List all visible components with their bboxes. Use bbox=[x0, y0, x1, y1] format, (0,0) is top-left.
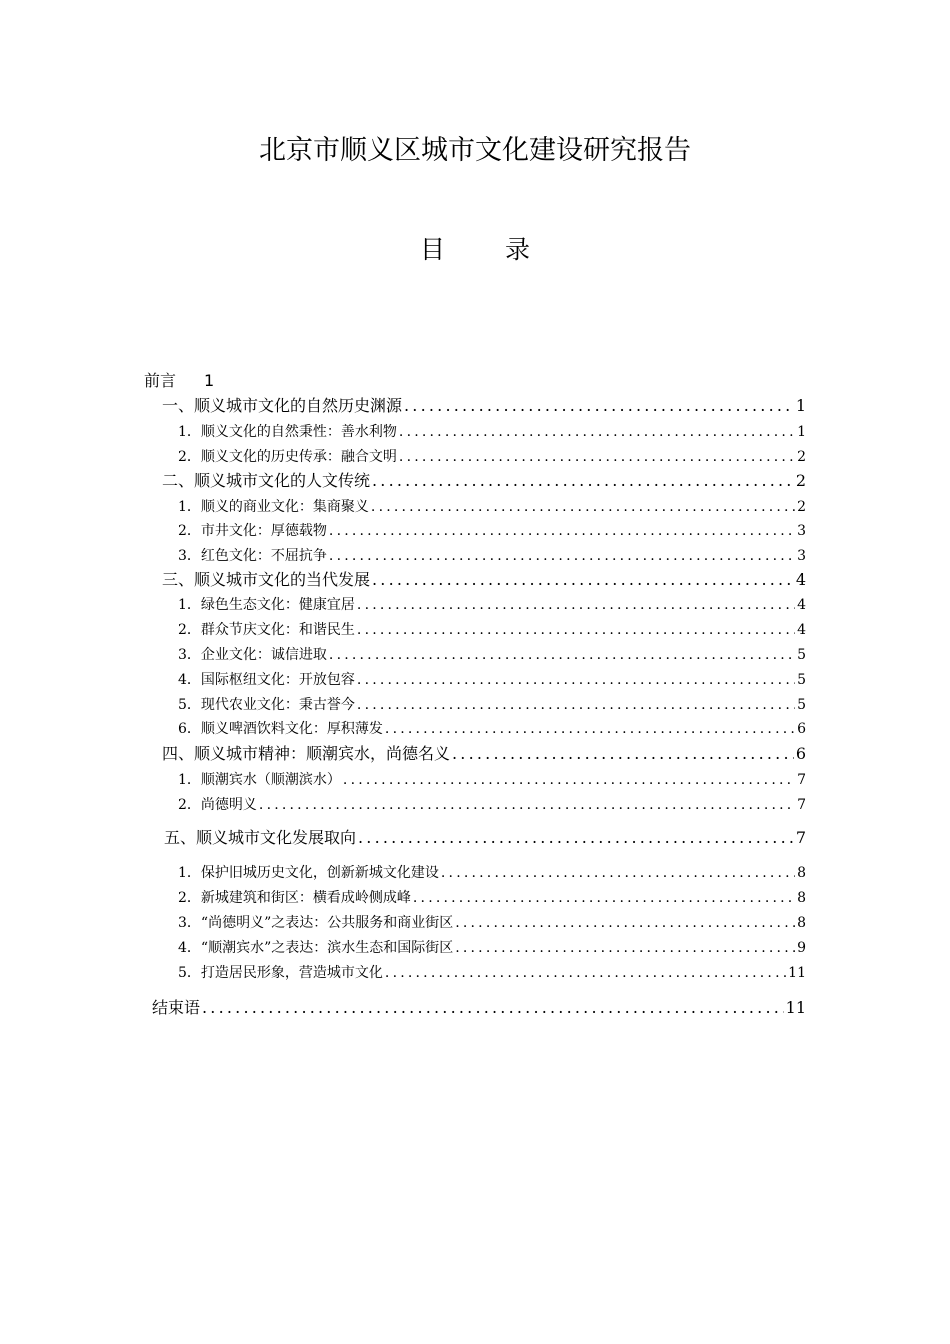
toc-entry-section-4[interactable] bbox=[162, 743, 806, 765]
toc-entry-label: 5．现代农业文化：秉古誉今 bbox=[178, 697, 355, 713]
toc-entry-page: 4 bbox=[795, 570, 806, 589]
toc-entry-label: 1．顺义文化的自然秉性：善水利物 bbox=[178, 424, 397, 440]
toc-entry-2-1[interactable] bbox=[178, 496, 806, 518]
toc-leader bbox=[329, 520, 795, 542]
toc-entry-label: 3．红色文化：不屈抗争 bbox=[178, 548, 327, 564]
toc-entry-label: 4．国际枢纽文化：开放包容 bbox=[178, 672, 355, 688]
toc-entry-page: 6 bbox=[795, 744, 806, 763]
toc-leader bbox=[357, 619, 795, 641]
toc-entry-1-1[interactable] bbox=[178, 421, 806, 443]
toc-leader bbox=[202, 997, 784, 1019]
toc-entry-page: 5 bbox=[797, 647, 806, 663]
toc-entry-page: 8 bbox=[797, 865, 806, 881]
toc-leader bbox=[357, 594, 795, 616]
toc-entry-conclusion[interactable] bbox=[152, 997, 806, 1019]
toc-entry-5-2[interactable] bbox=[178, 887, 806, 909]
toc-heading-char-2: 录 bbox=[505, 235, 531, 264]
toc-leader bbox=[357, 694, 795, 716]
toc-leader bbox=[371, 496, 795, 518]
toc-entry-page: 5 bbox=[797, 672, 806, 688]
toc-leader bbox=[385, 962, 786, 984]
toc-entry-3-5[interactable] bbox=[178, 694, 806, 716]
toc-entry-page: 5 bbox=[797, 697, 806, 713]
toc-entry-label: 三、顺义城市文化的当代发展 bbox=[162, 570, 371, 589]
toc-entry-label: 1．保护旧城历史文化，创新新城文化建设 bbox=[178, 865, 439, 881]
toc-entry-3-3[interactable] bbox=[178, 644, 806, 666]
toc-entry-3-2[interactable] bbox=[178, 619, 806, 641]
toc-entry-5-1[interactable] bbox=[178, 862, 806, 884]
toc-entry-2-2[interactable] bbox=[178, 520, 806, 542]
toc-entry-label: 1．顺潮宾水（顺潮滨水） bbox=[178, 772, 341, 788]
document-title: 北京市顺义区城市文化建设研究报告 bbox=[259, 135, 691, 166]
toc-entry-label: 1．顺义的商业文化：集商聚义 bbox=[178, 499, 369, 515]
toc-entry-page: 3 bbox=[797, 548, 806, 564]
toc-entry-label: 二、顺义城市文化的人文传统 bbox=[162, 471, 371, 490]
toc-entry-3-6[interactable] bbox=[178, 718, 806, 740]
toc-entry-page: 9 bbox=[797, 940, 806, 956]
toc-leader bbox=[372, 470, 794, 492]
toc-leader bbox=[441, 862, 795, 884]
toc-leader bbox=[385, 718, 795, 740]
toc-leader bbox=[455, 912, 795, 934]
toc-leader bbox=[358, 827, 794, 849]
toc-entry-label: 一、顺义城市文化的自然历史渊源 bbox=[162, 396, 403, 415]
toc-entry-label: 2．尚德明义 bbox=[178, 797, 257, 813]
toc-entry-page: 11 bbox=[785, 998, 806, 1017]
toc-leader bbox=[413, 887, 795, 909]
toc-leader bbox=[357, 669, 795, 691]
toc-entry-section-2[interactable] bbox=[162, 470, 806, 492]
toc-entry-section-5[interactable] bbox=[164, 827, 806, 849]
toc-leader bbox=[372, 569, 794, 591]
toc-entry-page: 7 bbox=[797, 797, 806, 813]
toc-entry-page: 7 bbox=[797, 772, 806, 788]
toc-entry-page: 1 bbox=[795, 396, 806, 415]
toc-entry-3-1[interactable] bbox=[178, 594, 806, 616]
toc-entry-label: 3．“尚德明义”之表达：公共服务和商业街区 bbox=[178, 915, 454, 931]
toc-entry-section-3[interactable] bbox=[162, 569, 806, 591]
toc-leader bbox=[343, 769, 795, 791]
toc-leader bbox=[329, 545, 795, 567]
toc-entry-page: 6 bbox=[797, 721, 806, 737]
toc-entry-5-4[interactable] bbox=[178, 937, 806, 959]
toc-entry-page: 4 bbox=[797, 597, 806, 613]
toc-entry-label: 2．新城建筑和街区：横看成岭侧成峰 bbox=[178, 890, 411, 906]
toc-entry-page: 2 bbox=[797, 499, 806, 515]
toc-leader bbox=[329, 644, 795, 666]
toc-leader bbox=[399, 446, 795, 468]
toc-entry-5-3[interactable] bbox=[178, 912, 806, 934]
toc-entry-page: 4 bbox=[797, 622, 806, 638]
toc-entry-page: 3 bbox=[797, 523, 806, 539]
toc-entry-4-2[interactable] bbox=[178, 794, 806, 816]
toc-entry-section-1[interactable] bbox=[162, 395, 806, 417]
toc-heading bbox=[0, 232, 950, 268]
toc-preface-page: 1 bbox=[204, 371, 215, 390]
toc-leader bbox=[455, 937, 795, 959]
toc-preface[interactable] bbox=[144, 370, 214, 392]
toc-entry-5-5[interactable] bbox=[178, 962, 806, 984]
toc-entry-label: 3．企业文化：诚信进取 bbox=[178, 647, 327, 663]
toc-entry-label: 1．绿色生态文化：健康宜居 bbox=[178, 597, 355, 613]
toc-leader bbox=[259, 794, 795, 816]
toc-entry-label: 2．群众节庆文化：和谐民生 bbox=[178, 622, 355, 638]
toc-entry-2-3[interactable] bbox=[178, 545, 806, 567]
toc-entry-label: 6．顺义啤酒饮料文化：厚积薄发 bbox=[178, 721, 383, 737]
toc-heading-char-1: 目 bbox=[419, 235, 445, 264]
toc-entry-page: 2 bbox=[797, 449, 806, 465]
toc-entry-3-4[interactable] bbox=[178, 669, 806, 691]
toc-entry-4-1[interactable] bbox=[178, 769, 806, 791]
toc-entry-page: 1 bbox=[797, 424, 806, 440]
toc-entry-label: 五、顺义城市文化发展取向 bbox=[164, 828, 357, 847]
toc-entry-label: 2．市井文化：厚德载物 bbox=[178, 523, 327, 539]
toc-entry-page: 8 bbox=[797, 915, 806, 931]
toc-entry-label: 结束语 bbox=[152, 998, 201, 1017]
toc-leader bbox=[399, 421, 795, 443]
toc-leader bbox=[404, 395, 794, 417]
toc-entry-page: 8 bbox=[797, 890, 806, 906]
toc-entry-page: 11 bbox=[788, 965, 806, 981]
toc-preface-label: 前言 bbox=[144, 371, 177, 390]
toc-entry-label: 5．打造居民形象，营造城市文化 bbox=[178, 965, 383, 981]
toc-entry-page: 2 bbox=[795, 471, 806, 490]
toc-entry-1-2[interactable] bbox=[178, 446, 806, 468]
toc-entry-page: 7 bbox=[795, 828, 806, 847]
toc-entry-label: 4．“顺潮宾水”之表达：滨水生态和国际街区 bbox=[178, 940, 454, 956]
toc-entry-label: 四、顺义城市精神：顺潮宾水，尚德名义 bbox=[162, 744, 451, 763]
toc-entry-label: 2．顺义文化的历史传承：融合文明 bbox=[178, 449, 397, 465]
toc-leader bbox=[452, 743, 794, 765]
